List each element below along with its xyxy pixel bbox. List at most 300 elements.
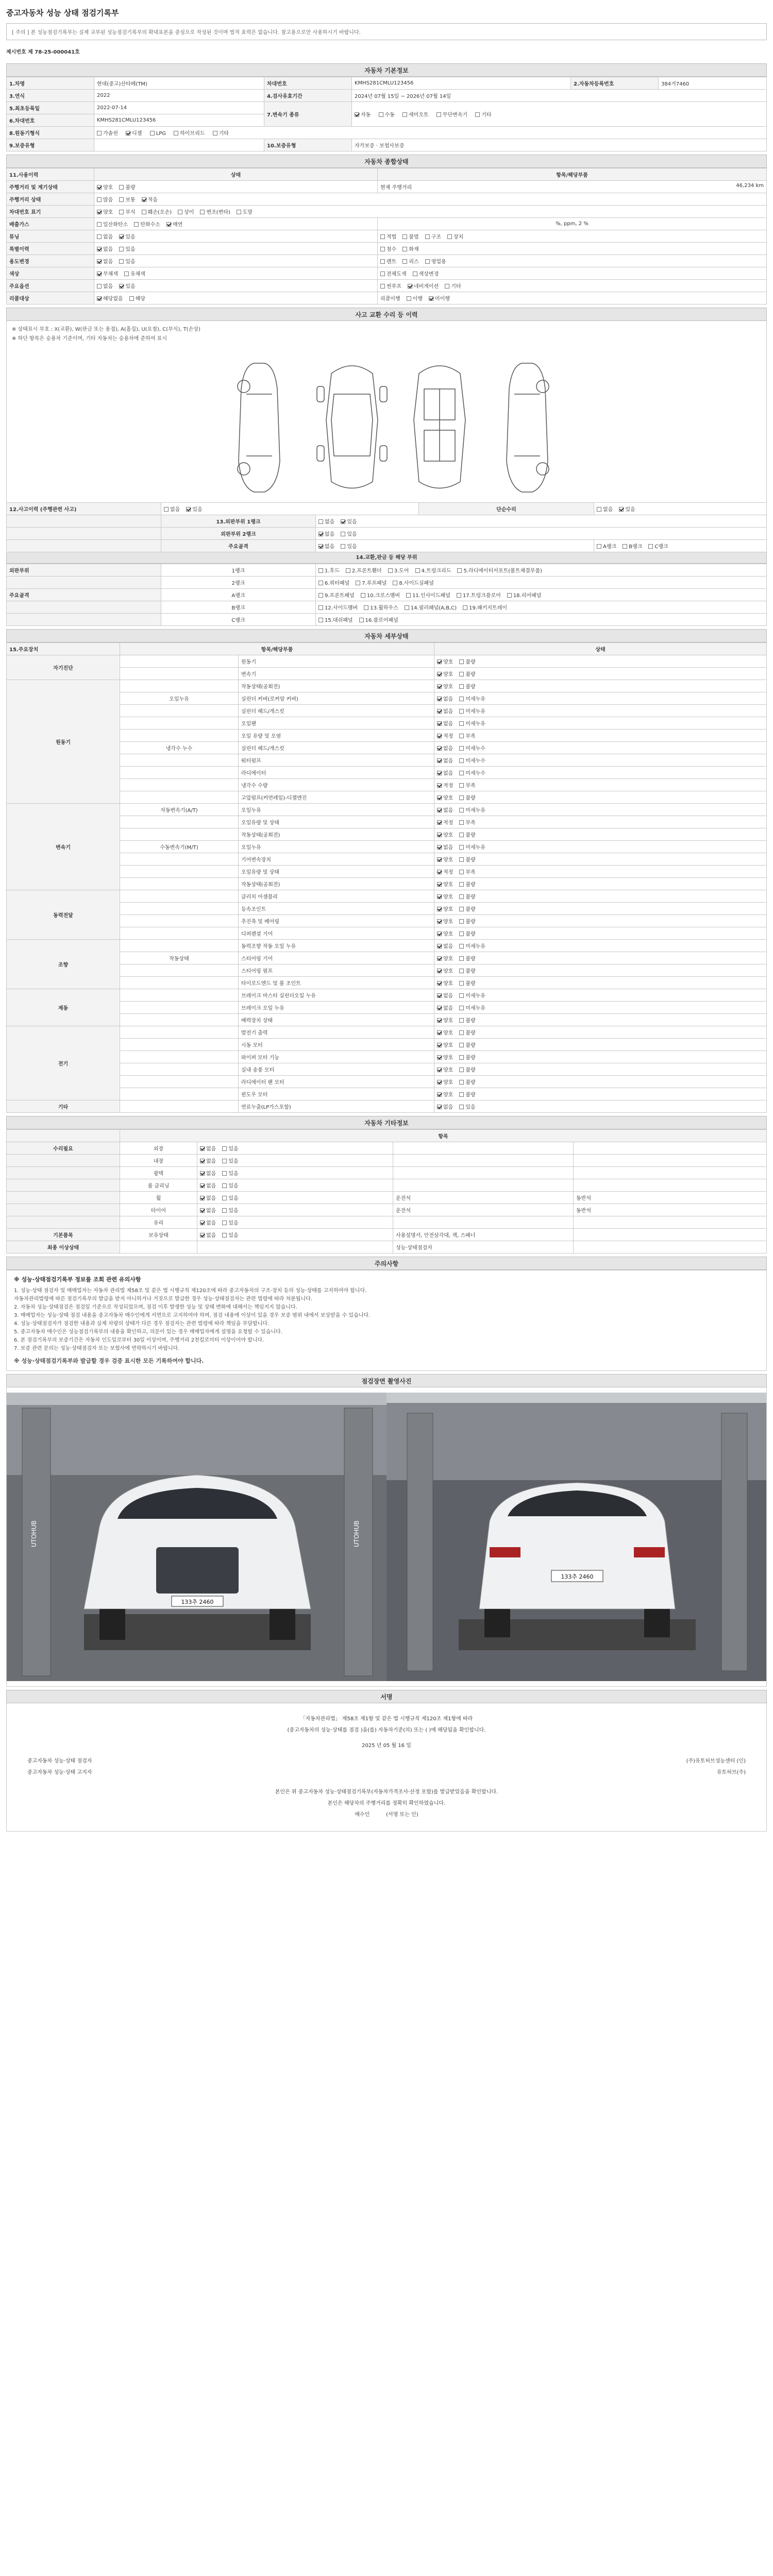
option-label: 해당 bbox=[135, 296, 145, 302]
sign-role: 중고자동차 성능·상태 고지자 bbox=[27, 1770, 92, 1775]
table-row bbox=[7, 280, 767, 292]
checkbox bbox=[142, 197, 146, 202]
row-label: 튜닝 bbox=[7, 230, 94, 243]
option-label: LPG bbox=[156, 131, 166, 137]
option-label: 미세누수 bbox=[465, 746, 485, 752]
cell-value: 자가보증 · 보험사보증 bbox=[352, 139, 767, 151]
table-row bbox=[7, 564, 767, 577]
table-row bbox=[7, 77, 767, 90]
checkbox bbox=[380, 259, 385, 264]
checkbox bbox=[437, 1055, 442, 1060]
column-header: 상태 bbox=[94, 168, 378, 181]
option-label: 양호 bbox=[443, 1080, 453, 1086]
checkbox bbox=[380, 272, 385, 276]
option-label: 상이 bbox=[184, 210, 194, 215]
checkbox bbox=[437, 956, 442, 961]
sub-group bbox=[120, 903, 239, 915]
item-label: 작동상태(공회전) bbox=[239, 828, 434, 841]
status-options bbox=[434, 742, 767, 754]
option-label: 11.인사이드패널 bbox=[412, 593, 450, 599]
option-label: 4.트렁크리드 bbox=[421, 568, 451, 574]
checkbox bbox=[457, 568, 462, 573]
checkbox bbox=[597, 544, 601, 549]
checkbox bbox=[459, 1043, 464, 1047]
mileage-value: 46,234 km bbox=[736, 183, 764, 189]
sub-group bbox=[120, 816, 239, 828]
cell-value: 현대(중고)산타페(TM) bbox=[94, 77, 264, 90]
status-options bbox=[434, 977, 767, 989]
status-options bbox=[434, 680, 767, 692]
table-row bbox=[7, 292, 767, 304]
option-label: 양호 bbox=[103, 210, 113, 215]
checkbox bbox=[405, 605, 409, 610]
status-options bbox=[434, 804, 767, 816]
option-label: 19.패키지트레이 bbox=[469, 605, 508, 611]
checkbox bbox=[318, 544, 323, 549]
status-options bbox=[434, 841, 767, 853]
extra-info bbox=[393, 1216, 574, 1229]
rear-car-image bbox=[386, 1393, 766, 1681]
item-label: 등속조인트 bbox=[239, 903, 434, 915]
row-options bbox=[94, 280, 378, 292]
parts-subtitle: 14.교환,판금 등 해당 부위 bbox=[6, 552, 767, 564]
group-label: 조향 bbox=[7, 940, 120, 989]
status-options bbox=[434, 989, 767, 1002]
item-label: 브레이크 오일 누유 bbox=[239, 1002, 434, 1014]
car-top-icon bbox=[317, 366, 387, 488]
accident-history-title: 사고 교환 수리 등 이력 bbox=[6, 308, 767, 321]
item-label: 실린더 헤드/개스킷 bbox=[239, 742, 434, 754]
cell-label: 9.보증유형 bbox=[7, 139, 94, 151]
option-label: 불량 bbox=[465, 981, 476, 987]
group-label bbox=[7, 1216, 120, 1229]
table-row bbox=[7, 668, 767, 680]
checkbox bbox=[97, 210, 102, 214]
option-label: 양호 bbox=[443, 684, 453, 690]
option-label: 불량 bbox=[465, 882, 476, 888]
option-label: 있음 bbox=[125, 234, 136, 240]
checkbox bbox=[437, 795, 442, 800]
item-label: 윈도우 모터 bbox=[239, 1088, 434, 1100]
row-options bbox=[94, 267, 378, 280]
option-label: 리스 bbox=[409, 259, 419, 265]
item-label: 고압펌프(커먼레일)-디젤엔진 bbox=[239, 791, 434, 804]
option-label: 적정 bbox=[443, 734, 453, 739]
legend-box bbox=[6, 321, 767, 348]
item-label: 오일 유량 및 오염 bbox=[239, 730, 434, 742]
item-label: 스티어링 펌프 bbox=[239, 964, 434, 977]
option-label: 불량 bbox=[465, 969, 476, 974]
option-label: 미세누유 bbox=[465, 709, 485, 715]
option-label: 있음 bbox=[347, 532, 357, 537]
option-label: 있음 bbox=[228, 1171, 239, 1177]
item-label: 오일팬 bbox=[239, 717, 434, 730]
table-row bbox=[7, 754, 767, 767]
note-line: 7. 보증 관련 문의는 성능·상태점검자 또는 보험사에 연락하시기 바랍니다. bbox=[14, 1346, 180, 1351]
table-row bbox=[7, 193, 767, 206]
checkbox bbox=[200, 1233, 205, 1238]
checkbox bbox=[459, 969, 464, 973]
option-label: 없음 bbox=[325, 532, 335, 537]
checkbox bbox=[97, 131, 102, 135]
row-label: 색상 bbox=[7, 267, 94, 280]
checkbox bbox=[459, 820, 464, 825]
checkbox bbox=[459, 845, 464, 850]
option-label: 없음 bbox=[103, 247, 113, 252]
item-label: 브레이크 마스터 실린더오일 누유 bbox=[239, 989, 434, 1002]
checkbox bbox=[437, 1080, 442, 1084]
item-label: 추진축 및 베어링 bbox=[239, 915, 434, 927]
table-row bbox=[7, 977, 767, 989]
table-row bbox=[7, 779, 767, 791]
checkbox bbox=[97, 247, 102, 251]
detail-status-title: 자동차 세부상태 bbox=[6, 629, 767, 642]
option-label: 불량 bbox=[465, 672, 476, 677]
checkbox bbox=[237, 210, 241, 214]
cell-value: KMHS281CMLU123456 bbox=[352, 77, 571, 90]
row-label: 주행거리 상태 bbox=[7, 193, 94, 206]
fuel-options bbox=[94, 127, 767, 139]
cell-label: 4.검사유효기간 bbox=[264, 90, 352, 102]
option-label: 부식 bbox=[125, 210, 136, 215]
checkbox bbox=[318, 593, 323, 598]
status-options bbox=[434, 791, 767, 804]
option-label: 7.루프패널 bbox=[362, 581, 387, 586]
buyer-label: 매수인 bbox=[355, 1812, 370, 1818]
table-row bbox=[7, 601, 767, 614]
row-options bbox=[94, 206, 767, 218]
table-row bbox=[7, 705, 767, 717]
car-side-right-icon bbox=[507, 363, 549, 492]
sub-group bbox=[120, 767, 239, 779]
cell-label: 2.자동차등록번호 bbox=[571, 77, 659, 90]
checkbox bbox=[459, 1092, 464, 1097]
checkbox bbox=[119, 234, 124, 239]
option-label: 없음 bbox=[206, 1196, 216, 1201]
option-label: 불량 bbox=[465, 931, 476, 937]
checkbox bbox=[119, 259, 124, 264]
checkbox bbox=[437, 808, 442, 812]
option-label: 양호 bbox=[443, 1018, 453, 1024]
rank-label: B랭크 bbox=[161, 601, 316, 614]
status-options bbox=[434, 705, 767, 717]
part-options bbox=[316, 601, 767, 614]
checkbox bbox=[380, 284, 385, 289]
item-label: 타이로드엔드 및 볼 조인트 bbox=[239, 977, 434, 989]
checkbox bbox=[459, 1105, 464, 1109]
checkbox bbox=[425, 259, 430, 264]
checkbox bbox=[475, 112, 480, 117]
item-label: 동력조향 작동 오일 누유 bbox=[239, 940, 434, 952]
checkbox bbox=[437, 659, 442, 664]
status-options bbox=[434, 767, 767, 779]
option-label: 수동 bbox=[384, 112, 395, 118]
option-label: 없음 bbox=[325, 544, 335, 550]
note-line: 5. 중고자동차 매수인은 성능점검기록부의 내용을 확인하고, 의문이 있는 경우 매매업자에게 설명을 요청할 수 있습니다. bbox=[14, 1329, 282, 1335]
table-row bbox=[7, 1076, 767, 1088]
status-options bbox=[434, 1063, 767, 1076]
option-label: 적정 bbox=[443, 820, 453, 826]
checkbox bbox=[648, 544, 653, 549]
checkbox bbox=[459, 894, 464, 899]
row-options bbox=[94, 218, 378, 230]
checkbox bbox=[459, 758, 464, 763]
checkbox bbox=[437, 907, 442, 911]
table-row bbox=[7, 1088, 767, 1100]
status-options bbox=[434, 668, 767, 680]
item-label: 오일유량 및 상태 bbox=[239, 816, 434, 828]
option-label: C랭크 bbox=[654, 544, 668, 550]
extra-info bbox=[393, 1155, 574, 1167]
sub-group bbox=[120, 1076, 239, 1088]
table-row bbox=[7, 528, 767, 540]
option-label: 불량 bbox=[465, 795, 476, 801]
option-label: 침수 bbox=[386, 247, 397, 252]
item-label: 광택 bbox=[120, 1167, 197, 1179]
detail-status-section bbox=[6, 629, 767, 1113]
checkbox bbox=[200, 210, 205, 214]
table-row bbox=[7, 816, 767, 828]
option-label: 불량 bbox=[465, 1055, 476, 1061]
notes-section bbox=[6, 1257, 767, 1371]
checkbox bbox=[97, 296, 102, 301]
table-row bbox=[7, 127, 767, 139]
row-label: 주행거리 및 계기상태 bbox=[7, 181, 94, 193]
option-label: 도말 bbox=[242, 210, 253, 215]
option-label: 있음 bbox=[125, 259, 136, 265]
checkbox bbox=[200, 1146, 205, 1151]
option-label: 미세누유 bbox=[465, 721, 485, 727]
item-label: 오일누유 bbox=[239, 841, 434, 853]
checkbox bbox=[459, 734, 464, 738]
status-options bbox=[434, 878, 767, 890]
status-options bbox=[434, 915, 767, 927]
status-options bbox=[434, 1100, 767, 1113]
license-plate: 133추 2460 bbox=[561, 1573, 594, 1580]
item-label: 배력장치 상태 bbox=[239, 1014, 434, 1026]
checkbox bbox=[200, 1221, 205, 1225]
table-row bbox=[7, 742, 767, 754]
option-label: 탄화수소 bbox=[140, 222, 160, 228]
checkbox bbox=[459, 697, 464, 701]
sub-group bbox=[120, 964, 239, 977]
checkbox bbox=[437, 1006, 442, 1010]
row-options-extra bbox=[378, 243, 767, 255]
checkbox bbox=[178, 210, 182, 214]
row-options bbox=[316, 540, 594, 552]
item-label: 라디에이터 bbox=[239, 767, 434, 779]
item-label bbox=[120, 1241, 197, 1253]
checkbox bbox=[97, 284, 102, 289]
column-header: 항목/해당부품 bbox=[120, 643, 434, 655]
status-options bbox=[434, 828, 767, 841]
item-label: 발전기 출력 bbox=[239, 1026, 434, 1039]
extra-info bbox=[393, 1179, 574, 1192]
option-label: 양호 bbox=[443, 981, 453, 987]
item-label: 휠 bbox=[120, 1192, 197, 1204]
status-options bbox=[434, 754, 767, 767]
checkbox bbox=[222, 1221, 227, 1225]
column-header: 15.주요장치 bbox=[7, 643, 120, 655]
extra-info: 운전석 bbox=[393, 1192, 574, 1204]
checkbox bbox=[457, 593, 461, 598]
checkbox bbox=[380, 247, 385, 251]
item-label: 타이어 bbox=[120, 1204, 197, 1216]
checkbox bbox=[402, 234, 407, 239]
general-status-section bbox=[6, 155, 767, 304]
option-label: 있음 bbox=[347, 519, 357, 525]
table-row bbox=[7, 230, 767, 243]
extra-info bbox=[574, 1216, 767, 1229]
checkbox bbox=[415, 568, 420, 573]
status-options bbox=[434, 964, 767, 977]
option-label: 불량 bbox=[465, 1092, 476, 1098]
checkbox bbox=[359, 618, 364, 622]
checkbox bbox=[437, 709, 442, 714]
checkbox bbox=[437, 833, 442, 837]
option-label: 미세누유 bbox=[465, 993, 485, 999]
other-info-section bbox=[6, 1116, 767, 1253]
row-options-extra bbox=[594, 540, 767, 552]
option-label: 적법 bbox=[386, 234, 397, 240]
table-row bbox=[7, 515, 767, 528]
group-label: 기타 bbox=[7, 1100, 120, 1113]
option-label: 네비게이션 bbox=[413, 284, 439, 290]
option-label: 해당없음 bbox=[103, 296, 123, 302]
sign-text: (중고자동차의 성능·상태를 점검 )을(를) 자동차기준(의) 또는 ( )에 해당됨을 확인합니다. bbox=[287, 1727, 486, 1733]
option-label: 양호 bbox=[443, 931, 453, 937]
table-row bbox=[7, 577, 767, 589]
option-label: 양호 bbox=[443, 1092, 453, 1098]
option-label: 보통 bbox=[125, 197, 136, 203]
general-status-title: 자동차 종합상태 bbox=[6, 155, 767, 168]
checkbox bbox=[437, 1030, 442, 1035]
option-label: 유채색 bbox=[130, 272, 145, 277]
checkbox bbox=[437, 783, 442, 788]
cell-label: 차대번호 bbox=[264, 77, 352, 90]
cell-value: KMHS281CMLU123456 bbox=[94, 114, 264, 127]
extra-info bbox=[393, 1142, 574, 1155]
sub-group bbox=[120, 927, 239, 940]
extra-info: 운전석 bbox=[393, 1204, 574, 1216]
car-outline-diagram bbox=[7, 348, 767, 502]
cell-label: 7.변속기 종류 bbox=[264, 102, 352, 127]
option-label: 이행 bbox=[412, 296, 423, 302]
status-options bbox=[434, 890, 767, 903]
checkbox bbox=[459, 870, 464, 874]
table-row bbox=[7, 181, 767, 193]
item-label: 워터펌프 bbox=[239, 754, 434, 767]
car-interior-icon bbox=[414, 366, 465, 488]
sub-group bbox=[120, 655, 239, 668]
checkbox bbox=[379, 112, 383, 117]
checkbox bbox=[429, 296, 433, 301]
cell-label: 3.연식 bbox=[7, 90, 94, 102]
detail-status-table bbox=[6, 642, 767, 1113]
checkbox bbox=[150, 131, 155, 135]
option-label: 불량 bbox=[465, 1043, 476, 1048]
table-row bbox=[7, 964, 767, 977]
checkbox bbox=[341, 544, 345, 549]
checkbox bbox=[619, 507, 624, 512]
status-options bbox=[434, 816, 767, 828]
group-label bbox=[7, 1155, 120, 1167]
option-label: 3.도어 bbox=[394, 568, 409, 574]
checkbox bbox=[97, 234, 102, 239]
status-options bbox=[434, 692, 767, 705]
checkbox bbox=[437, 820, 442, 825]
sign-row bbox=[27, 1756, 746, 1767]
option-label: 양호 bbox=[443, 894, 453, 900]
status-options bbox=[197, 1142, 393, 1155]
table-row bbox=[7, 1100, 767, 1113]
option-label: 없음 bbox=[206, 1208, 216, 1214]
option-label: 기타 bbox=[481, 112, 492, 118]
option-label: 구조 bbox=[431, 234, 441, 240]
option-label: 부족 bbox=[465, 783, 476, 789]
row-options-extra bbox=[378, 230, 767, 243]
option-label: 썬루프 bbox=[386, 284, 401, 290]
checkbox bbox=[437, 919, 442, 924]
legend-text: ※ 상태표시 부호 : X(교환), W(판금 또는 용접), A(흠집), U(요철), C(부식), T(손상) bbox=[12, 327, 200, 332]
option-label: 양호 bbox=[443, 1067, 453, 1073]
row-label: 배출가스 bbox=[7, 218, 94, 230]
checkbox bbox=[437, 771, 442, 775]
status-options bbox=[434, 1051, 767, 1063]
rank-label: A랭크 bbox=[161, 589, 316, 601]
table-row bbox=[7, 589, 767, 601]
option-label: 있음 bbox=[347, 544, 357, 550]
checkbox bbox=[119, 247, 124, 251]
column-header: 항목/해당부품 bbox=[378, 168, 767, 181]
option-label: 양호 bbox=[103, 185, 113, 191]
row-options bbox=[94, 181, 378, 193]
checkbox bbox=[361, 593, 365, 598]
option-label: 없음 bbox=[206, 1233, 216, 1239]
item-label: 보유상태 bbox=[120, 1229, 197, 1241]
option-label: 있음 bbox=[125, 284, 136, 290]
option-label: 렌트 bbox=[386, 259, 397, 265]
table-row bbox=[7, 1241, 767, 1253]
checkbox bbox=[222, 1233, 227, 1238]
notes-footer: ※ 성능·상태점검기록부와 발급할 경우 검증 표시한 모든 기록하여야 합니다. bbox=[14, 1358, 204, 1364]
table-row bbox=[7, 503, 767, 515]
checkbox bbox=[402, 112, 407, 117]
table-row bbox=[7, 1051, 767, 1063]
checkbox bbox=[341, 532, 345, 536]
checkbox bbox=[437, 969, 442, 973]
checkbox bbox=[437, 857, 442, 862]
checkbox bbox=[119, 185, 124, 190]
row-label bbox=[7, 515, 161, 528]
page-header bbox=[0, 0, 773, 60]
license-plate: 133추 2460 bbox=[181, 1599, 214, 1605]
option-label: 불량 bbox=[465, 1030, 476, 1036]
checkbox bbox=[186, 507, 191, 512]
table-header-row bbox=[7, 168, 767, 181]
checkbox bbox=[119, 197, 124, 202]
status-options bbox=[434, 866, 767, 878]
row-label: 리콜대상 bbox=[7, 292, 94, 304]
option-label: 없음 bbox=[103, 259, 113, 265]
row-info: %, ppm, 2 % bbox=[378, 218, 767, 230]
group-label: 전기 bbox=[7, 1026, 120, 1100]
part-options bbox=[316, 614, 767, 626]
checkbox bbox=[318, 519, 323, 524]
extra-info bbox=[574, 1241, 767, 1253]
table-row bbox=[7, 1155, 767, 1167]
option-label: 불량 bbox=[125, 185, 136, 191]
